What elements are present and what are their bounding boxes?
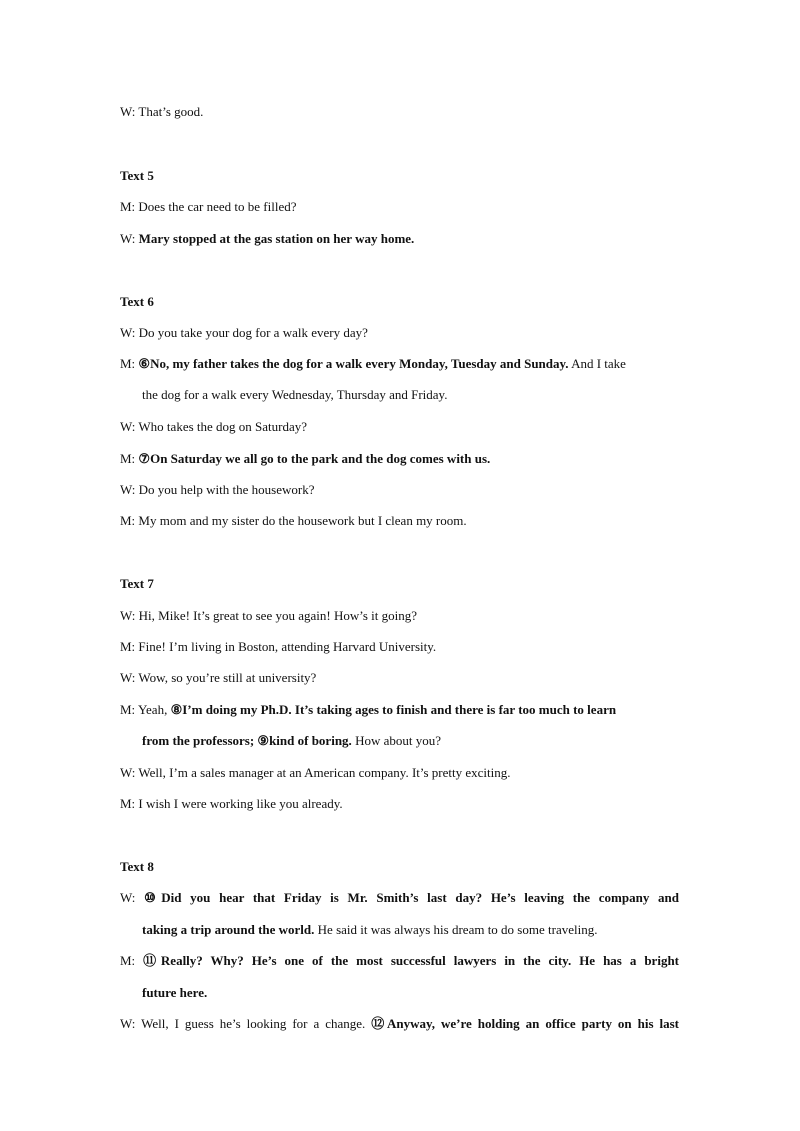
plain-text: W: Well, I guess he’s looking for a change.	[120, 1016, 372, 1031]
key-sentence: ⑫Anyway, we’re holding an office party on his last	[371, 1016, 679, 1031]
dialogue-continuation	[142, 985, 680, 1001]
dialogue-line: W: Who takes the dog on Saturday?	[120, 419, 308, 434]
dialogue-line: W: That’s good.	[120, 104, 204, 119]
dialogue-line: W: Hi, Mike! It’s great to see you again! How’s it going?	[120, 608, 418, 623]
speaker-label: W:	[120, 231, 139, 246]
dialogue-line: M: Does the car need to be filled?	[120, 199, 297, 214]
dialogue-line: W: Do you take your dog for a walk every day?	[120, 325, 368, 340]
dialogue-line: W: Do you help with the housework?	[120, 482, 315, 497]
plain-text: How about you?	[351, 733, 441, 748]
dialogue-line: M: My mom and my sister do the housework but I clean my room.	[120, 513, 467, 528]
section-heading: Text 5	[120, 168, 154, 183]
key-sentence: ⑦On Saturday we all go to the park and the dog comes with us.	[138, 451, 491, 466]
dialogue-line	[120, 953, 679, 969]
plain-text: He said it was always his dream to do some traveling.	[314, 922, 598, 937]
dialogue-line	[120, 1016, 679, 1032]
dialogue-line	[120, 702, 680, 718]
dialogue-continuation	[142, 922, 680, 938]
dialogue-line: W: Well, I’m a sales manager at an American company. It’s pretty exciting.	[120, 765, 511, 780]
dialogue-continuation: the dog for a walk every Wednesday, Thursday and Friday.	[142, 387, 448, 402]
section-heading: Text 7	[120, 576, 154, 591]
key-sentence: taking a trip around the world.	[142, 922, 315, 937]
dialogue-line: W: Wow, so you’re still at university?	[120, 670, 317, 685]
dialogue-line	[120, 231, 680, 247]
speaker-label: W:	[120, 890, 145, 905]
key-sentence: Mary stopped at the gas station on her way home.	[138, 231, 415, 246]
speaker-label: M: Yeah,	[120, 702, 171, 717]
key-sentence: ⑨kind of boring.	[257, 733, 352, 748]
dialogue-line	[120, 451, 680, 467]
key-sentence: from the professors;	[142, 733, 258, 748]
speaker-label: M:	[120, 953, 144, 968]
dialogue-line	[120, 890, 679, 906]
speaker-label: M:	[120, 356, 139, 371]
key-sentence: ⑧I’m doing my Ph.D. It’s taking ages to finish and there is far too much to learn	[170, 702, 617, 717]
dialogue-continuation	[142, 733, 680, 749]
dialogue-line	[120, 356, 680, 372]
key-sentence: ⑩Did you hear that Friday is Mr. Smith’s last day? He’s leaving the company and	[144, 890, 679, 905]
section-heading: Text 8	[120, 859, 154, 874]
speaker-label: M:	[120, 451, 139, 466]
dialogue-line: M: Fine! I’m living in Boston, attending Harvard University.	[120, 639, 437, 654]
section-heading: Text 6	[120, 294, 154, 309]
plain-text: And I take	[568, 356, 626, 371]
key-sentence: ⑥No, my father takes the dog for a walk every Monday, Tuesday and Sunday.	[138, 356, 569, 371]
key-sentence: future here.	[142, 985, 208, 1000]
key-sentence: ⑪Really? Why? He’s one of the most successful lawyers in the city. He has a bright	[143, 953, 679, 968]
dialogue-line: M: I wish I were working like you already.	[120, 796, 343, 811]
